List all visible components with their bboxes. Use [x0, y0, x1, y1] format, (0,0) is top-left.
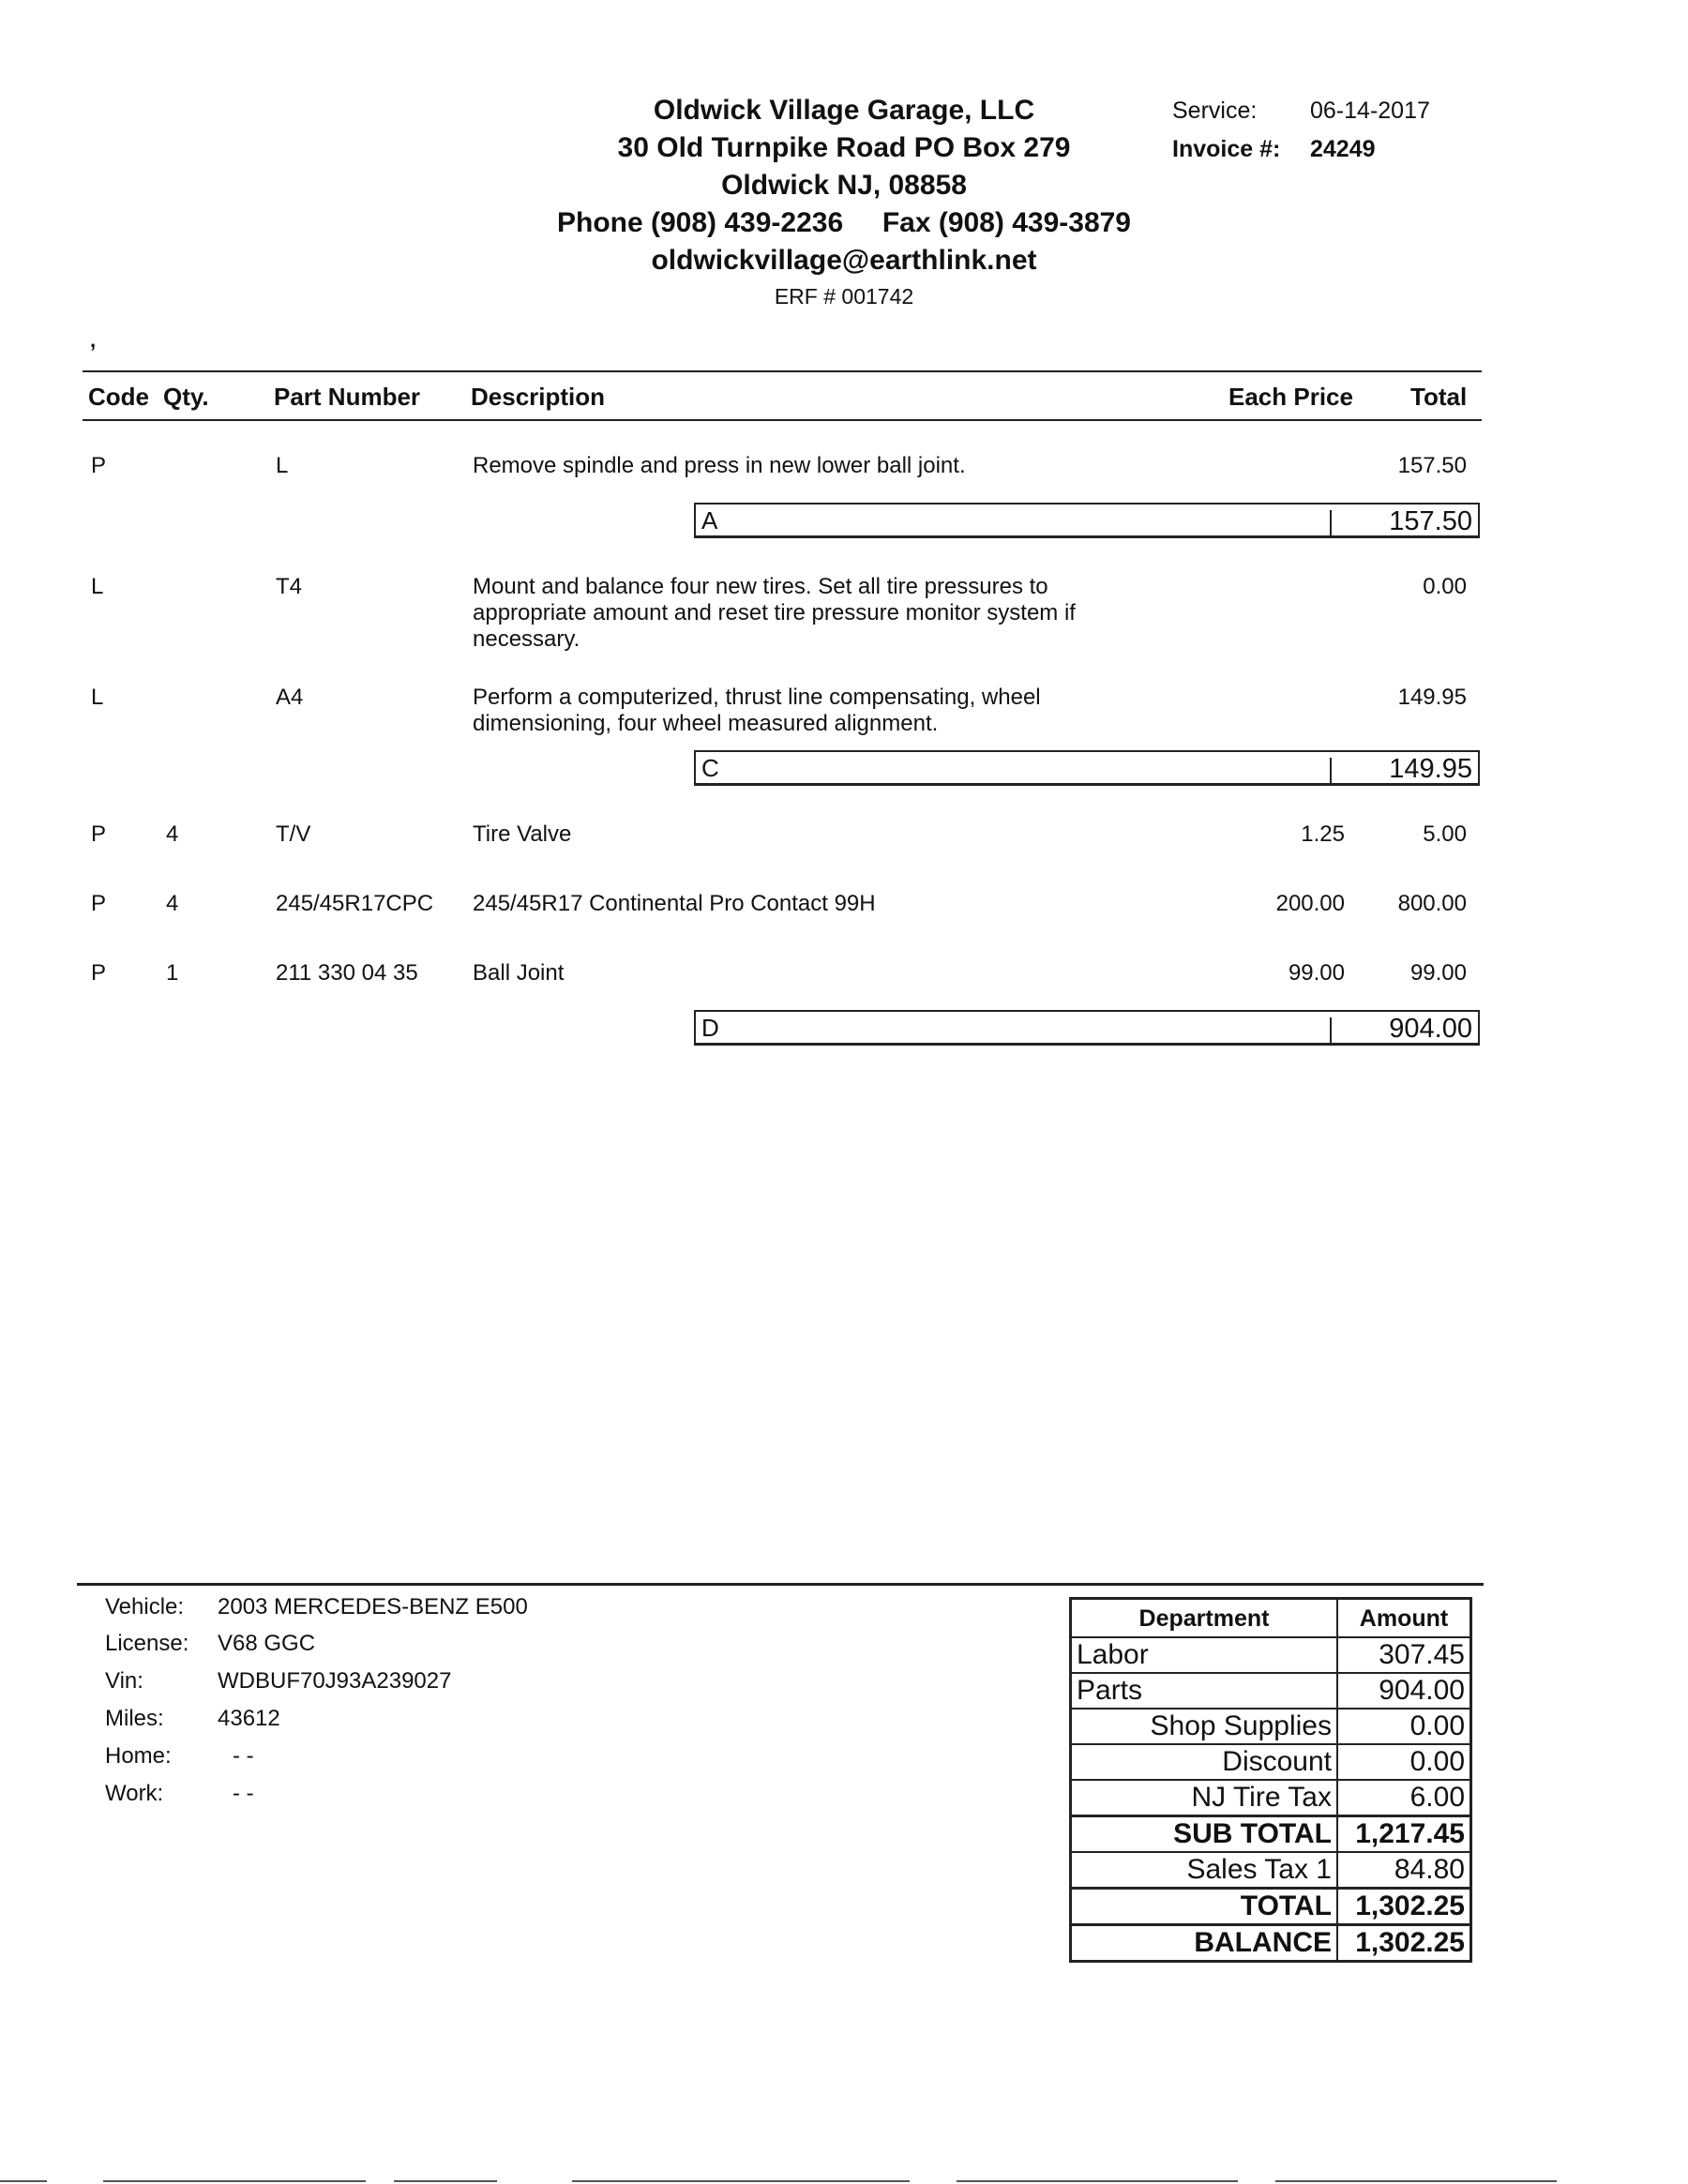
dept-label: Sales Tax 1	[1071, 1852, 1338, 1889]
line-part: L	[276, 453, 289, 478]
line-desc: Tire Valve	[473, 821, 572, 847]
subtotal-divider	[1330, 758, 1332, 785]
dept-row-sub-total	[1071, 1816, 1471, 1853]
company-city: Oldwick NJ, 08858	[721, 170, 967, 201]
dept-row-total	[1071, 1889, 1471, 1925]
license-label: License:	[105, 1631, 189, 1656]
dept-row-nj-tire-tax	[1071, 1780, 1471, 1816]
dept-label: Shop Supplies	[1071, 1709, 1338, 1744]
scan-mark	[394, 2180, 497, 2182]
line-part: 245/45R17CPC	[276, 891, 434, 916]
line-each-price: 99.00	[1288, 960, 1345, 986]
col-total: Total	[1410, 383, 1468, 411]
invoice-label: Invoice #:	[1172, 136, 1281, 162]
department-table	[1069, 1597, 1472, 1963]
subtotal-tag: C	[701, 754, 719, 782]
work-label: Work:	[105, 1781, 164, 1806]
line-code: P	[91, 821, 107, 847]
line-total: 99.00	[1409, 960, 1467, 986]
line-part: 211 330 04 35	[276, 960, 418, 986]
line-code: L	[91, 685, 104, 710]
subtotal-divider	[1330, 510, 1332, 537]
col-each-price: Each Price	[1228, 383, 1353, 411]
stray-mark: ,	[90, 328, 97, 352]
amount-header: Amount	[1337, 1599, 1471, 1638]
dept-label: TOTAL	[1071, 1889, 1338, 1925]
scan-mark	[0, 2180, 47, 2182]
dept-row-parts	[1071, 1673, 1471, 1709]
dept-label: SUB TOTAL	[1071, 1816, 1338, 1853]
subtotal-tag: D	[701, 1014, 719, 1042]
dept-row-labor	[1071, 1637, 1471, 1673]
subtotal-amount: 904.00	[1389, 1014, 1472, 1044]
line-code: P	[91, 453, 107, 478]
home-label: Home:	[105, 1743, 172, 1769]
vehicle-label: Vehicle:	[105, 1594, 185, 1619]
line-desc: 245/45R17 Continental Pro Contact 99H	[473, 891, 876, 916]
dept-amount: 307.45	[1337, 1637, 1471, 1673]
subtotal-amount: 149.95	[1389, 754, 1472, 784]
vin-label: Vin:	[105, 1668, 143, 1694]
company-name: Oldwick Village Garage, LLC	[653, 95, 1035, 126]
dept-label: BALANCE	[1071, 1925, 1338, 1962]
company-email: oldwickvillage@earthlink.net	[651, 245, 1037, 276]
dept-row-balance	[1071, 1925, 1471, 1962]
service-date: 06-14-2017	[1310, 98, 1430, 124]
license-value: V68 GGC	[218, 1631, 316, 1656]
scan-mark	[103, 2180, 366, 2182]
scan-mark	[572, 2180, 910, 2182]
dept-header: Department	[1071, 1599, 1338, 1638]
col-qty: Qty.	[163, 383, 209, 411]
miles-label: Miles:	[105, 1706, 164, 1731]
col-code: Code	[88, 383, 149, 411]
line-part: T4	[276, 574, 303, 599]
dept-amount: 0.00	[1337, 1744, 1471, 1780]
line-qty: 4	[166, 891, 179, 916]
dept-amount: 1,302.25	[1337, 1889, 1471, 1925]
dept-amount: 904.00	[1337, 1673, 1471, 1709]
erf-number: ERF # 001742	[774, 284, 914, 309]
subtotal-box	[694, 1010, 1480, 1046]
scan-mark	[957, 2180, 1238, 2182]
line-total: 149.95	[1397, 685, 1467, 710]
dept-amount: 6.00	[1337, 1780, 1471, 1816]
dept-label: Labor	[1071, 1637, 1338, 1673]
header-rule	[83, 419, 1482, 421]
invoice-number: 24249	[1310, 136, 1376, 162]
line-code: P	[91, 891, 107, 916]
line-qty: 4	[166, 821, 179, 847]
line-desc: Remove spindle and press in new lower ball joint.	[473, 453, 966, 478]
col-part-number: Part Number	[274, 383, 421, 411]
line-part: T/V	[276, 821, 311, 847]
subtotal-amount: 157.50	[1389, 506, 1472, 536]
col-description: Description	[471, 383, 606, 411]
work-value: - -	[233, 1781, 254, 1806]
dept-row-discount	[1071, 1744, 1471, 1780]
subtotal-box	[694, 503, 1480, 538]
line-desc: Ball Joint	[473, 960, 565, 986]
line-each-price: 200.00	[1275, 891, 1345, 916]
subtotal-tag: A	[701, 506, 718, 535]
home-value: - -	[233, 1743, 254, 1769]
dept-label: Discount	[1071, 1744, 1338, 1780]
dept-amount: 84.80	[1337, 1852, 1471, 1889]
line-code: L	[91, 574, 104, 599]
miles-value: 43612	[218, 1706, 280, 1731]
line-part: A4	[276, 685, 304, 710]
top-rule	[83, 370, 1482, 372]
dept-label: NJ Tire Tax	[1071, 1780, 1338, 1816]
line-total: 5.00	[1423, 821, 1467, 847]
subtotal-divider	[1330, 1017, 1332, 1045]
dept-row-sales-tax	[1071, 1852, 1471, 1889]
line-qty: 1	[166, 960, 179, 986]
dept-amount: 0.00	[1337, 1709, 1471, 1744]
line-total: 157.50	[1397, 453, 1467, 478]
line-code: P	[91, 960, 107, 986]
dept-label: Parts	[1071, 1673, 1338, 1709]
vehicle-value: 2003 MERCEDES-BENZ E500	[218, 1594, 528, 1619]
line-total: 0.00	[1423, 574, 1467, 599]
line-desc: Perform a computerized, thrust line compensating, wheel dimensioning, four wheel measured alignment.	[473, 685, 1041, 736]
line-each-price: 1.25	[1301, 821, 1345, 847]
dept-row-shop-supplies	[1071, 1709, 1471, 1744]
subtotal-box	[694, 750, 1480, 786]
company-phone-fax: Phone (908) 439-2236 Fax (908) 439-3879	[556, 207, 1131, 238]
scan-mark	[1275, 2180, 1557, 2182]
footer-rule	[77, 1583, 1484, 1586]
dept-amount: 1,217.45	[1337, 1816, 1471, 1853]
vin-value: WDBUF70J93A239027	[218, 1668, 452, 1694]
company-address: 30 Old Turnpike Road PO Box 279	[617, 132, 1071, 163]
dept-amount: 1,302.25	[1337, 1925, 1471, 1962]
line-desc: Mount and balance four new tires. Set all tire pressures to appropriate amount and reset tire pressure monitor system if necessary.	[473, 574, 1076, 652]
service-label: Service:	[1172, 98, 1258, 124]
line-total: 800.00	[1397, 891, 1467, 916]
